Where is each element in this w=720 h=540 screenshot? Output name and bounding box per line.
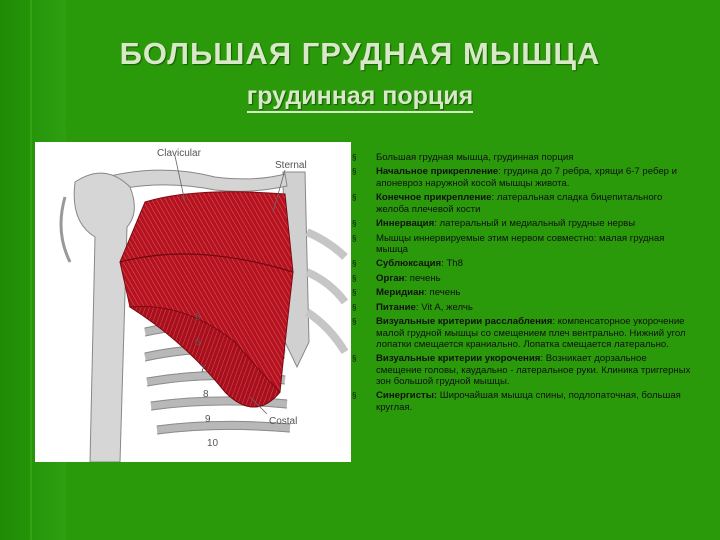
rib-number: 9 xyxy=(205,414,211,425)
clavicular-label: Clavicular xyxy=(157,148,201,159)
rib-number: 7 xyxy=(200,364,206,375)
slide-title: БОЛЬШАЯ ГРУДНАЯ МЫШЦА xyxy=(119,36,601,71)
costal-label: Costal xyxy=(269,416,298,427)
list-item: § Меридиан: печень xyxy=(352,287,692,298)
list-item: § Орган: печень xyxy=(352,273,692,284)
slide-subtitle-wrap xyxy=(0,82,720,111)
slide-subtitle: грудинная порция xyxy=(247,82,473,113)
list-item: § Питание: Vit A, желчь xyxy=(352,302,692,313)
pectoralis-major-drawing xyxy=(35,142,351,462)
costal-cartilages xyxy=(307,232,345,352)
list-item: § Визуальные критерии расслабления: компенсаторное укорочение малой грудной мышцы со смещением плеч вентрально. Нижний угол лопатки смещается краниально. Лопатка смещается латерально. xyxy=(352,316,692,350)
rib-number: 5 xyxy=(195,312,201,323)
list-item: § Начальное прикрепление: грудина до 7 ребра, хрящи 6-7 ребер и апоневроз наружной косой мышцы живота. xyxy=(352,166,692,189)
rib-number: 10 xyxy=(207,438,219,449)
list-item: § Конечное прикрепление: латеральная сладка бицепитального желоба плечевой кости xyxy=(352,192,692,215)
list-item: § Большая грудная мышца, грудинная порция xyxy=(352,152,692,163)
list-item: § Сублюксация: Th8 xyxy=(352,258,692,269)
anatomy-illustration xyxy=(35,142,351,462)
list-item: § Иннервация: латеральный и медиальный грудные нервы xyxy=(352,218,692,229)
list-item: § Мышцы иннервируемые этим нервом совместно: малая грудная мышца xyxy=(352,233,692,256)
muscle-info-list xyxy=(352,152,692,416)
scapula-edge xyxy=(61,197,70,262)
sternal-label: Sternal xyxy=(275,160,307,171)
rib-number: 6 xyxy=(195,337,201,348)
list-item: § Визуальные критерии укорочения: Возникает дорзальное смещение головы, каудально - латеральное руки. Клиника триггерных зон большой грудной мышцы. xyxy=(352,353,692,387)
list-item: § Синергисты: Широчайшая мышца спины, подлопаточная, большая круглая. xyxy=(352,390,692,413)
rib-number: 8 xyxy=(203,389,209,400)
humerus-bone xyxy=(74,173,134,462)
vertical-accent-line xyxy=(30,0,32,540)
